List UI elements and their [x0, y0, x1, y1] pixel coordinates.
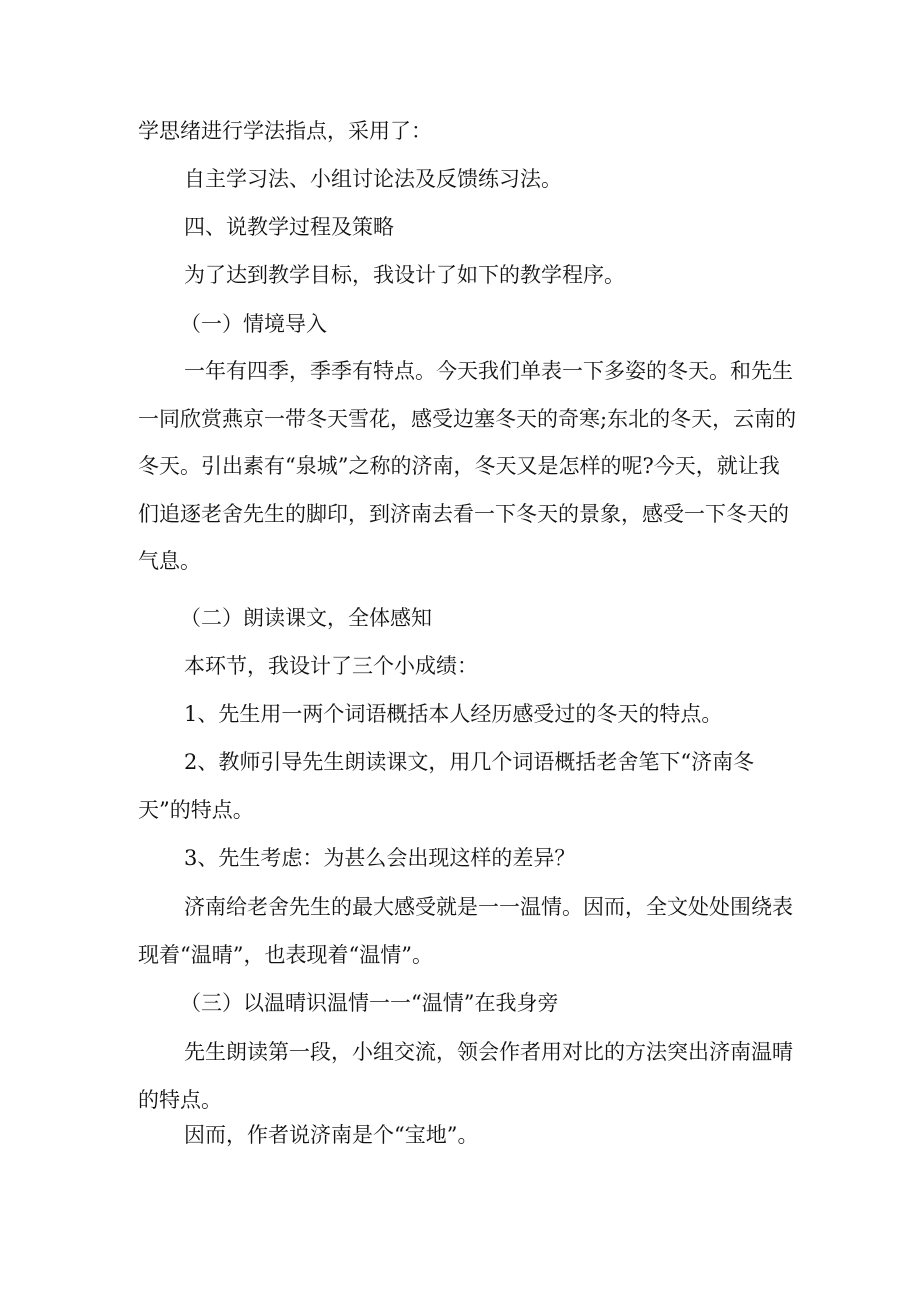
subheading-3: （三）以温晴识温情一一“温情”在我身旁 [180, 991, 559, 1015]
paragraph-situation: 一年有四季，季季有特点。今天我们单表一下多姿的冬天。和先生一同欣赏燕京一带冬天雪花，感受边塞冬天的奇寒;东北的冬天，云南的冬天。引出素有“泉城”之称的济南，冬天又是怎样的呢?今天，就让我们追逐老舍先生的脚印，到济南去看一下冬天的景象，感受一下冬天的气息。 [138, 359, 797, 573]
list-item-2: 2、教师引导先生朗读课文，用几个词语概括老舍笔下“济南冬天”的特点。 [138, 750, 755, 822]
section-heading-4: 四、说教学过程及策略 [184, 215, 394, 239]
list-item-3: 3、先生考虑：为甚么会出现这样的差异？ [184, 846, 576, 870]
paragraph-continuation: 学思绪进行学法指点，采用了： [138, 119, 432, 143]
subheading-1: （一）情境导入 [180, 312, 327, 336]
paragraph-warmth: 济南给老舍先生的最大感受就是一一温情。因而，全文处处围绕表现着“温晴”，也表现着“温情”。 [138, 895, 793, 967]
paragraph-intro: 为了达到教学目标，我设计了如下的教学程序。 [184, 263, 625, 287]
list-item-1: 1、先生用一两个词语概括本人经历感受过的冬天的特点。 [184, 702, 723, 726]
paragraph-learning-methods: 自主学习法、小组讨论法及反馈练习法。 [184, 167, 562, 191]
paragraph-reading: 先生朗读第一段，小组交流，领会作者用对比的方法突出济南温晴的特点。 [138, 1040, 793, 1112]
subheading-2: （二）朗读课文，全体感知 [180, 606, 432, 630]
paragraph-conclusion: 因而，作者说济南是个“宝地”。 [184, 1123, 479, 1147]
paragraph-tasks: 本环节，我设计了三个小成绩： [184, 654, 478, 678]
